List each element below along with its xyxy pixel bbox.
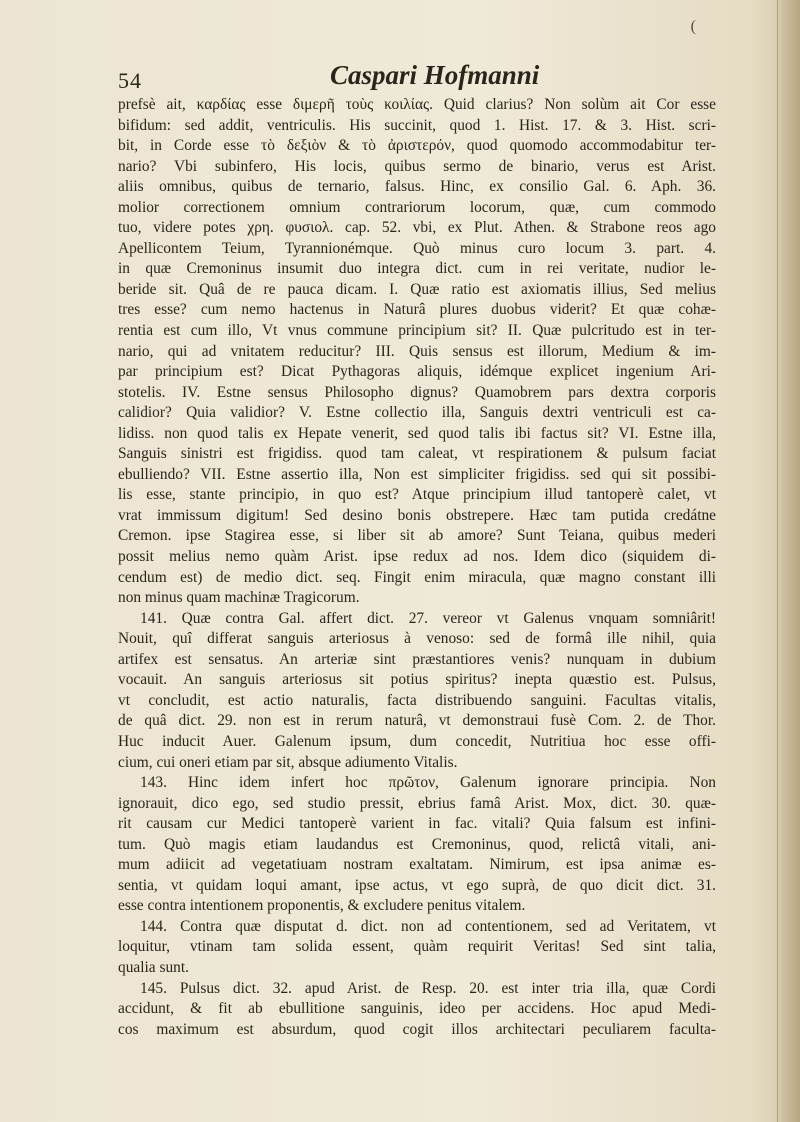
text-line: possit melius nemo quàm Arist. ipse redux ad nos. Idem dico (siquidem di- bbox=[118, 548, 716, 566]
text-line: calidior? Quia validior? V. Estne collectio illa, Sanguis dextri ventriculi est ca- bbox=[118, 404, 716, 422]
text-line: 144. Contra quæ disputat d. dict. non ad contentionem, sed ad Veritatem, vt bbox=[140, 917, 716, 935]
text-line: 143. Hinc idem infert hoc πρῶτον, Galenum ignorare principia. Non bbox=[140, 774, 716, 792]
text-line: Cremon. ipse Stagirea esse, si liber sit ab amore? Sunt Teiana, quibus mederi bbox=[118, 527, 716, 545]
text-line: qualia sunt. bbox=[118, 958, 189, 976]
corner-mark: ( bbox=[690, 18, 696, 35]
running-title: Caspari Hofmanni bbox=[330, 60, 540, 90]
text-line: tres esse? cum nemo hactenus in Naturâ plures duobus viderit? Et quæ cohæ- bbox=[118, 301, 716, 319]
text-line: Huc inducit Auer. Galenum ipsum, dum concedit, Nutritiua hoc esse offi- bbox=[118, 732, 716, 750]
text-line: par principium est? Dicat Pythagoras aliquis, idémque explicet ingenium Ari- bbox=[118, 363, 716, 381]
page-number: 54 bbox=[118, 68, 142, 93]
text-line: ebulliendo? VII. Estne assertio illa, Non est simpliciter frigidiss. sed qui sit possibi- bbox=[118, 465, 716, 483]
gutter-line bbox=[777, 0, 778, 1122]
text-line: lidiss. non quod talis ex Hepate venerit, sed quod talis ibi factus sit? VI. Estne illa, bbox=[118, 424, 716, 442]
text-line: molior correctionem omnium contrariorum locorum, quæ, cum commodo bbox=[118, 198, 716, 216]
text-line: rentia est cum illo, Vt vnus commune principium sit? II. Quæ pulcritudo est in ter- bbox=[118, 322, 716, 340]
text-line: artifex est sensatus. An arteriæ sint præstantiores venis? nunquam in dubium bbox=[118, 650, 716, 668]
text-line: tuo, videre potes χρη. φυσιολ. cap. 52. vbi, ex Plut. Athen. & Strabone reos ago bbox=[118, 219, 716, 237]
text-line: loquitur, vtinam tam solida essent, quàm requirit Veritas! Sed sint talia, bbox=[118, 938, 716, 956]
text-line: 141. Quæ contra Gal. affert dict. 27. vereor vt Galenus vnquam somniârit! bbox=[140, 609, 716, 627]
text-line: nario? Vbi subinfero, His locis, quibus sermo de binario, verus est Arist. bbox=[118, 157, 716, 175]
text-line: vrat immissum digitum! Sed desino bonis obstrepere. Hæc tam putida credátne bbox=[118, 506, 716, 524]
text-line: prefsè ait, καρδίας esse διμερῆ τοὺς κοιλίας. Quid clarius? Non solùm ait Cor esse bbox=[118, 96, 716, 113]
text-line: Nouit, quî differat sanguis arteriosus à venoso: sed de formâ ille nihil, quia bbox=[118, 630, 716, 648]
text-line: rit causam cur Medici tantoperè varient in fac. vitali? Quia falsum est infini- bbox=[118, 815, 716, 833]
text-line: accidunt, & fit ab ebullitione sanguinis, ideo per accidens. Hoc apud Medi- bbox=[118, 1000, 716, 1018]
text-line: bifidum: sed addit, ventriculis. His succinit, quod 1. Hist. 17. & 3. Hist. scri- bbox=[118, 116, 716, 134]
text-line: Sanguis sinistri est frigidiss. quod tam caleat, vt respirationem & pulsum faciat bbox=[118, 445, 716, 463]
text-line: in quæ Cremoninus insumit duo integra dict. cum in rei veritate, nudior le- bbox=[118, 260, 716, 278]
text-line: vt concludit, est actio naturalis, facta distribuendo sanguini. Facultas vitalis, bbox=[118, 691, 716, 709]
text-line: sentia, vt quidam loqui amant, ipse actus, vt ego suprà, de quo dicit dict. 31. bbox=[118, 876, 716, 894]
text-line: lis esse, stante principio, in quo est? Atque principium illud tantoperè calet, vt bbox=[118, 486, 716, 504]
text-line: tum. Quò magis etiam laudandus est Cremoninus, quod, relictâ vitali, ani- bbox=[118, 835, 716, 853]
text-line: cos maximum est absurdum, quod cogit illos architectari peculiarem faculta- bbox=[118, 1020, 716, 1038]
text-line: beride sit. Quâ de re pauca dicam. I. Quæ ratio est axiomatis illius, Sed melius bbox=[118, 280, 716, 298]
text-line: bit, in Corde esse τὸ δεξιὸν & τὸ ἀριστερόν, quod quomodo accommodabitur ter- bbox=[118, 137, 716, 155]
text-line: 145. Pulsus dict. 32. apud Arist. de Resp. 20. est inter tria illa, quæ Cordi bbox=[140, 979, 716, 997]
text-line: esse contra intentionem proponentis, & excludere penitus vitalem. bbox=[118, 897, 526, 915]
text-line: de quâ dict. 29. non est in rerum naturâ, vt demonstraui fusè Com. 2. de Thor. bbox=[118, 712, 716, 730]
text-line: vocauit. An sanguis arteriosus sit potius spiritus? inepta quæstio est. Pulsus, bbox=[118, 671, 716, 689]
text-line: ignorauit, dico ego, sed studio pressit, ebrius famâ Arist. Mox, dict. 30. quæ- bbox=[118, 794, 716, 812]
text-line: nario, qui ad vnitatem reducitur? III. Quis sensus est illorum, Medium & im- bbox=[118, 342, 716, 360]
text-line: cendum est) de medio dict. seq. Fingit enim miracula, quæ magno constant illi bbox=[118, 568, 716, 586]
text-line: non minus quam machinæ Tragicorum. bbox=[118, 589, 360, 607]
text-line: cium, cui oneri etiam par sit, absque adiumento Vitalis. bbox=[118, 753, 458, 771]
page-header bbox=[118, 60, 718, 96]
text-line: stotelis. IV. Estne sensus Philosopho dignus? Quamobrem pars dextra corporis bbox=[118, 383, 716, 401]
text-line: aliis omnibus, quibus de ternario, falsus. Hinc, ex consilio Gal. 6. Aph. 36. bbox=[118, 178, 716, 196]
text-line: mum adiicit ad vegetatiuam nostram exaltatam. Nimirum, est ipsa animæ es- bbox=[118, 856, 716, 874]
text-line: Apellicontem Teium, Tyrannionémque. Quò minus curo locum 3. part. 4. bbox=[118, 239, 716, 257]
text-block bbox=[118, 95, 716, 1040]
